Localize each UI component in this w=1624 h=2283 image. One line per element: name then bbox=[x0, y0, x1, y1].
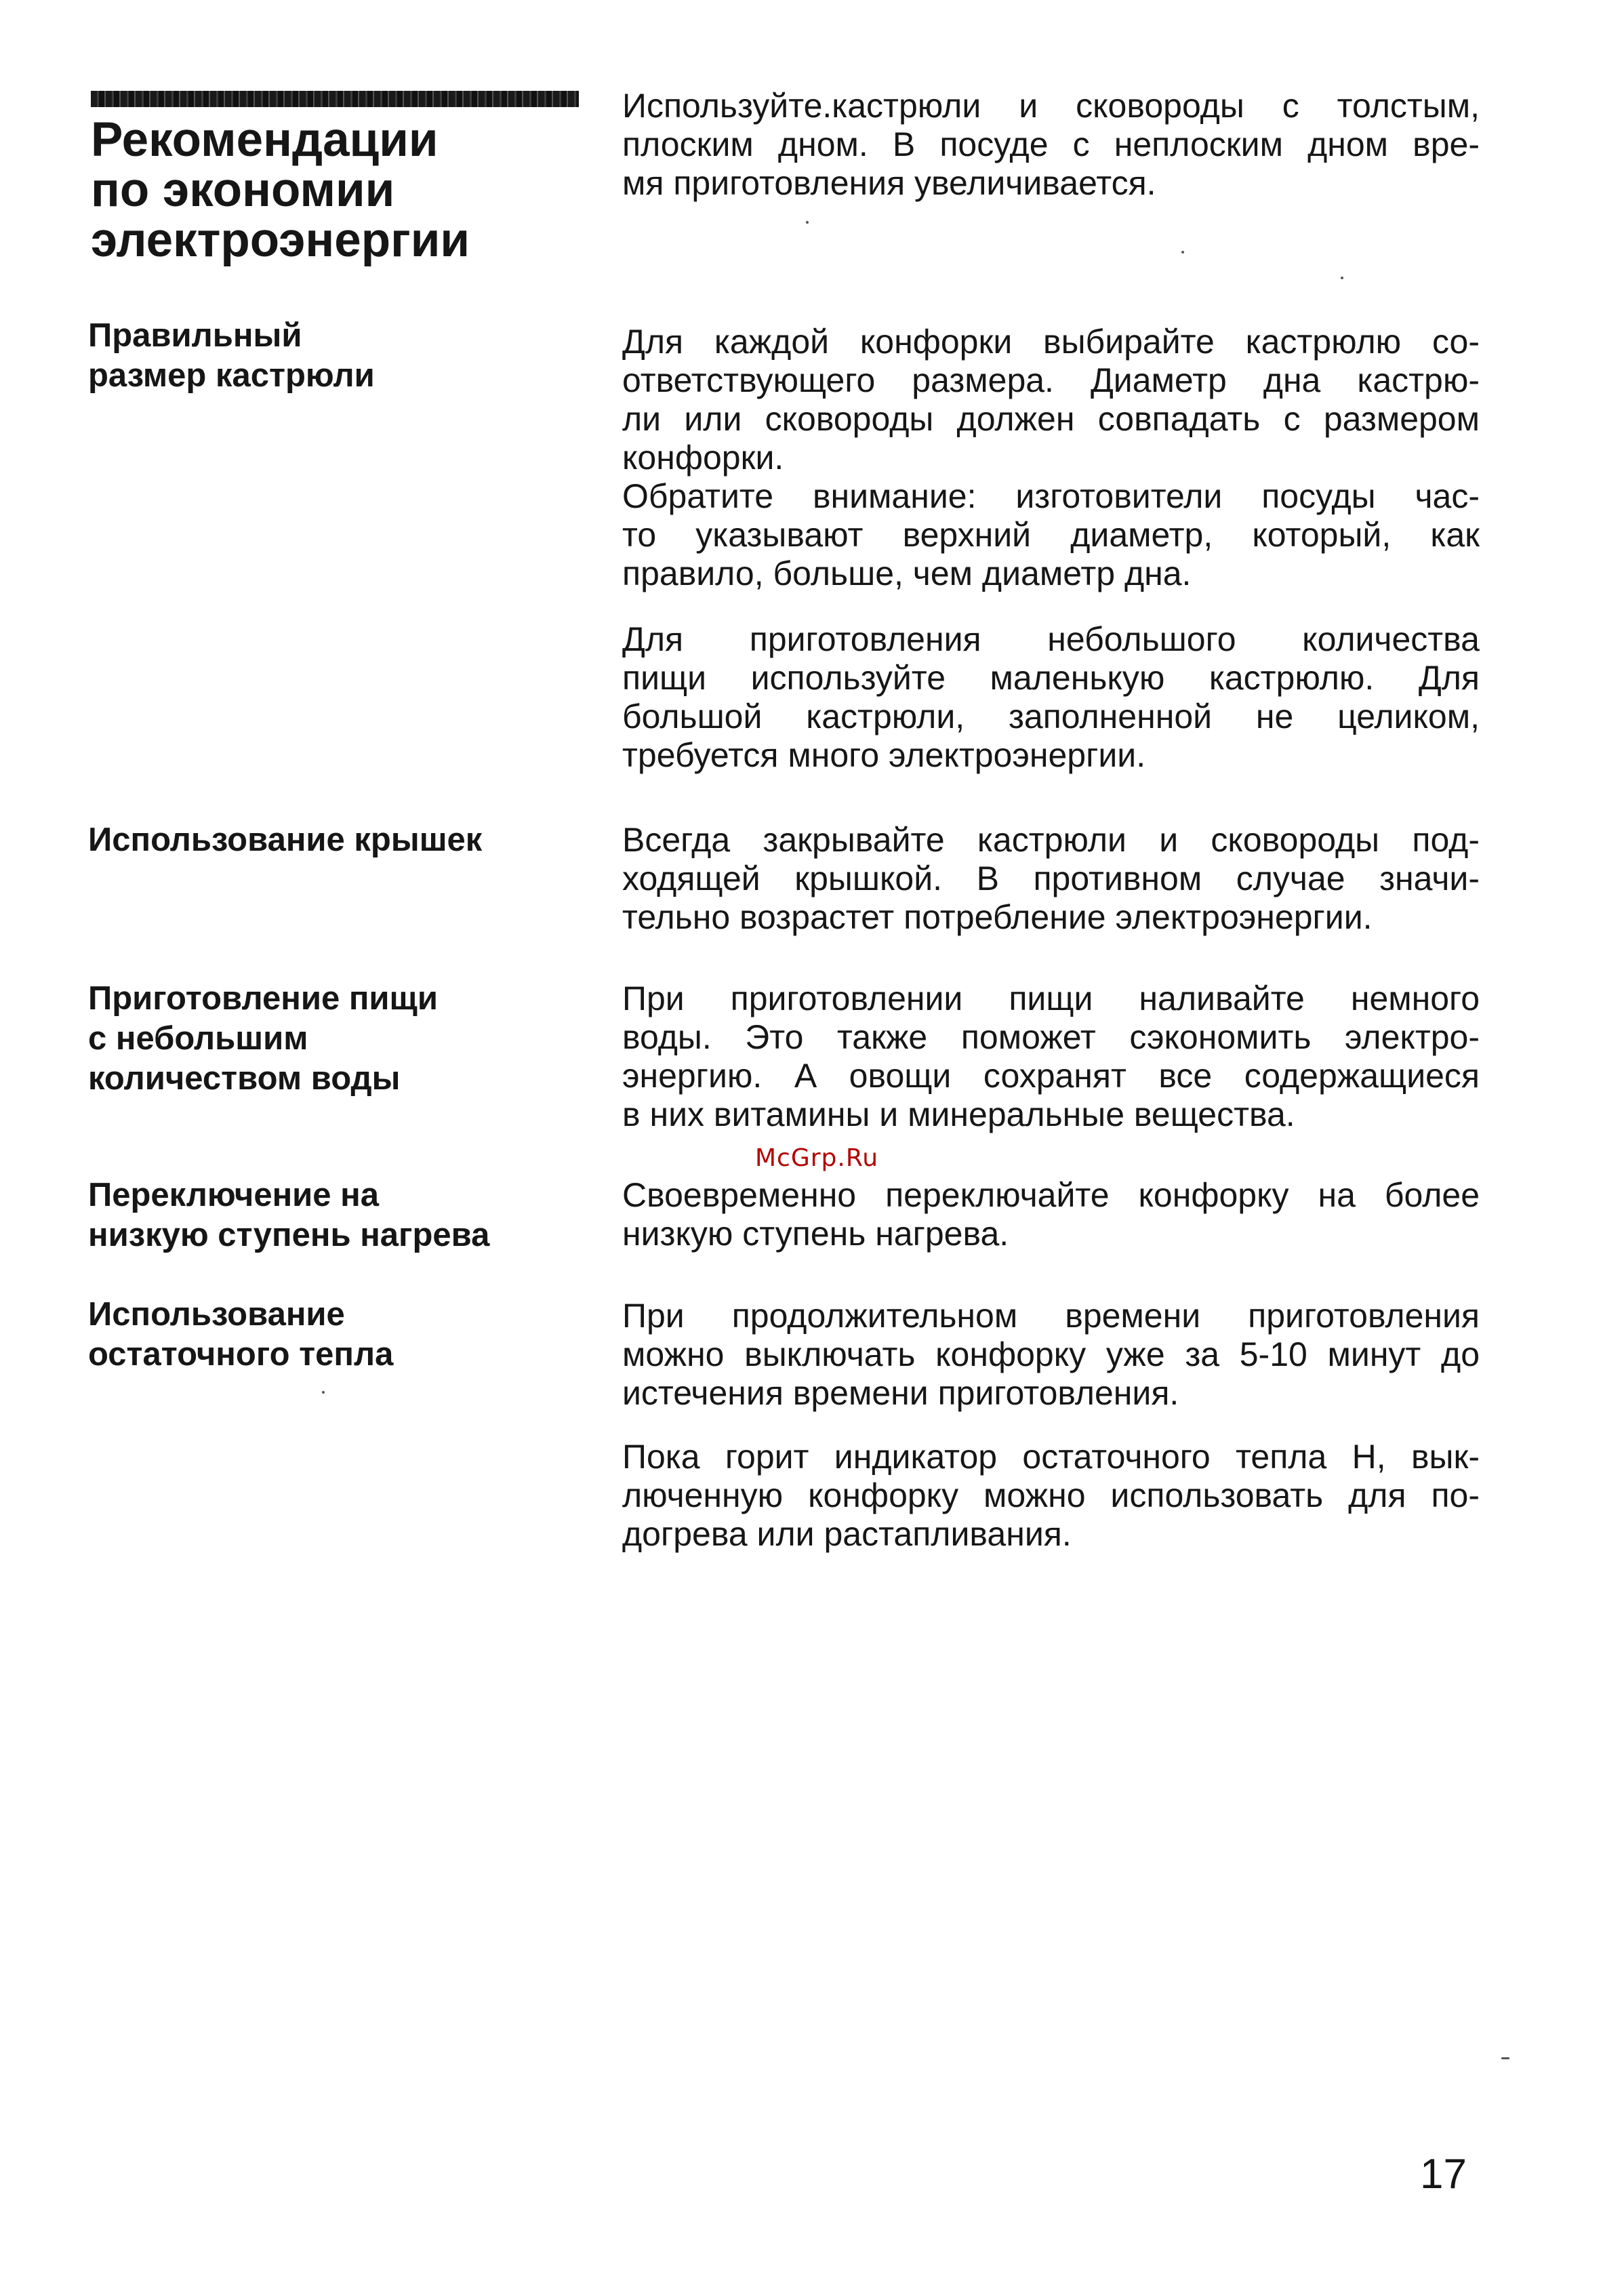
label-line: размер кастрюли bbox=[88, 357, 375, 394]
label-line: Использование крышек bbox=[88, 822, 483, 858]
text-line: низкую ступень нагрева. bbox=[622, 1215, 1009, 1253]
pot-size-paragraph-1 bbox=[622, 323, 1480, 593]
section-title bbox=[91, 115, 579, 266]
little-water-paragraph bbox=[622, 979, 1480, 1134]
text-line: ходящей крышкой. В противном случае значи- bbox=[622, 860, 1480, 897]
label-lids bbox=[88, 820, 590, 860]
section-rule bbox=[91, 91, 579, 107]
text-line: Для каждой конфорки выбирайте кастрюлю со- bbox=[622, 323, 1480, 361]
text-line: догрева или растапливания. bbox=[622, 1515, 1072, 1553]
text-line: тельно возрастет потребление электроэнергии. bbox=[622, 898, 1373, 936]
text-line: Обратите внимание: изготовители посуды час- bbox=[622, 477, 1480, 515]
text-line: требуется много электроэнергии. bbox=[622, 736, 1146, 774]
scan-speck bbox=[1341, 277, 1343, 279]
label-line: низкую ступень нагрева bbox=[88, 1217, 490, 1253]
label-line: количеством воды bbox=[88, 1060, 401, 1097]
label-line: Приготовление пищи bbox=[88, 980, 439, 1017]
label-line: Переключение на bbox=[88, 1177, 380, 1213]
section-title-line: электроэнергии bbox=[91, 214, 470, 267]
lids-paragraph bbox=[622, 821, 1480, 937]
text-line: в них витамины и минеральные вещества. bbox=[622, 1095, 1295, 1133]
label-little-water bbox=[88, 979, 590, 1099]
text-line: При продолжительном времени приготовления bbox=[622, 1297, 1480, 1335]
text-line: правило, больше, чем диаметр дна. bbox=[622, 554, 1192, 592]
text-line: воды. Это также поможет сэкономить электро- bbox=[622, 1018, 1480, 1056]
label-line: Использование bbox=[88, 1296, 345, 1333]
label-lower-heat bbox=[88, 1175, 590, 1255]
text-line: то указывают верхний диаметр, который, как bbox=[622, 516, 1480, 554]
label-line: с небольшим bbox=[88, 1020, 308, 1057]
text-line: большой кастрюли, заполненной не целиком, bbox=[622, 698, 1480, 735]
scan-speck bbox=[1181, 251, 1184, 254]
lower-heat-paragraph bbox=[622, 1176, 1480, 1253]
text-line: люченную конфорку можно использовать для по- bbox=[622, 1476, 1480, 1514]
text-line: Используйте.кастрюли и сковороды с толстым, bbox=[622, 87, 1480, 125]
text-line: ли или сковороды должен совпадать с размером bbox=[622, 400, 1480, 438]
page-number: 17 bbox=[1420, 2151, 1467, 2198]
scan-speck bbox=[1501, 2057, 1509, 2059]
text-line: Всегда закрывайте кастрюли и сковороды под- bbox=[622, 821, 1480, 859]
text-line: истечения времени приготовления. bbox=[622, 1374, 1179, 1412]
section-title-line: Рекомендации bbox=[91, 113, 439, 167]
residual-heat-paragraph-2 bbox=[622, 1438, 1480, 1554]
label-line: Правильный bbox=[88, 317, 302, 354]
scan-speck bbox=[806, 221, 809, 224]
text-line: плоским дном. В посуде с неплоским дном вре- bbox=[622, 125, 1480, 163]
text-line: энергию. А овощи сохранят все содержащиеся bbox=[622, 1057, 1480, 1095]
watermark-text: McGrp.Ru bbox=[755, 1144, 879, 1172]
pot-size-paragraph-2 bbox=[622, 620, 1480, 775]
text-line: конфорки. bbox=[622, 439, 784, 477]
text-line: пищи используйте маленькую кастрюлю. Для bbox=[622, 659, 1480, 697]
text-line: Своевременно переключайте конфорку на более bbox=[622, 1176, 1480, 1214]
intro-paragraph bbox=[622, 87, 1480, 203]
label-pot-size bbox=[88, 316, 590, 396]
text-line: Для приготовления небольшого количества bbox=[622, 620, 1480, 658]
label-residual-heat bbox=[88, 1295, 590, 1375]
text-line: ответствующего размера. Диаметр дна кастрю- bbox=[622, 361, 1480, 399]
text-line: мя приготовления увеличивается. bbox=[622, 164, 1156, 202]
text-line: Пока горит индикатор остаточного тепла H, вык- bbox=[622, 1438, 1480, 1476]
section-title-line: по экономии bbox=[91, 163, 395, 217]
text-line: можно выключать конфорку уже за 5-10 минут до bbox=[622, 1335, 1480, 1373]
label-line: остаточного тепла bbox=[88, 1336, 394, 1373]
text-line: При приготовлении пищи наливайте немного bbox=[622, 979, 1480, 1017]
residual-heat-paragraph-1 bbox=[622, 1297, 1480, 1413]
scan-speck bbox=[322, 1391, 325, 1394]
